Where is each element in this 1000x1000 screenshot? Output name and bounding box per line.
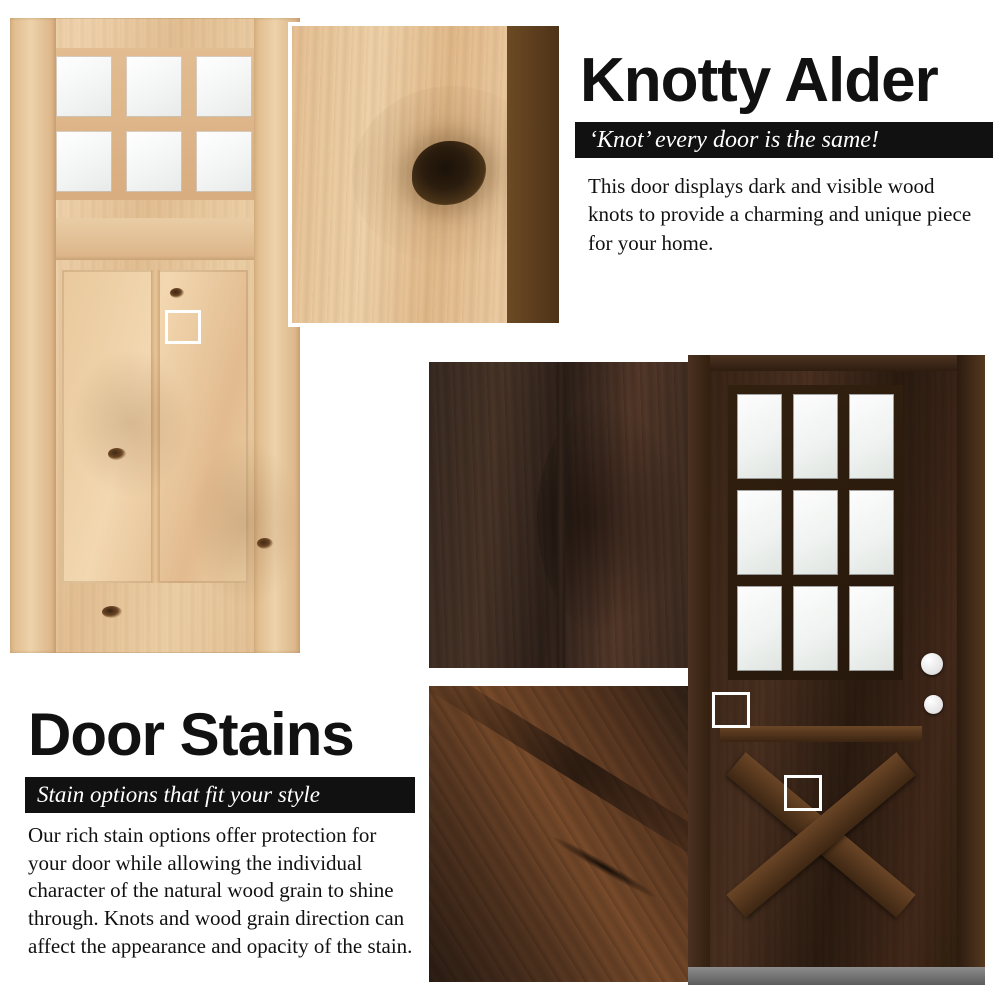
glass-lite (737, 586, 782, 671)
door-glass-grid (728, 385, 903, 680)
door-left-stile (10, 18, 56, 653)
door-x-panel (726, 740, 916, 925)
door-handle (921, 653, 943, 675)
glass-lite (737, 394, 782, 479)
stained-door-image (688, 355, 985, 985)
glass-lite (56, 131, 112, 192)
glass-lite (737, 490, 782, 575)
glass-lite (196, 56, 252, 117)
door-frame-top (688, 355, 985, 371)
wood-crack (550, 833, 659, 902)
x-panel-top-rail (720, 726, 922, 742)
glass-lite (126, 56, 182, 117)
glass-lite (849, 586, 894, 671)
glass-lite (793, 490, 838, 575)
wood-grain-swirl (70, 348, 190, 498)
door-stains-title: Door Stains (28, 701, 354, 768)
door-stains-tagline-bar: Stain options that fit your style (25, 777, 415, 813)
light-knotty-alder-door-image (10, 18, 300, 653)
door-threshold (688, 967, 985, 985)
wood-grain-swirl (190, 438, 300, 608)
door-frame-left (688, 355, 710, 985)
glass-lite (793, 586, 838, 671)
dark-stain-swatch-image (425, 358, 693, 668)
glass-lite (793, 394, 838, 479)
door-stains-body-text: Our rich stain options offer protection for your door while allowing the individual character of the natural wood grain to shine through. Knots and wood grain direction can affect the appearance and opacity of the stain. (28, 823, 413, 958)
light-door-zoom-marker (165, 310, 201, 344)
board-seam (557, 362, 565, 668)
board-seam-diagonal (425, 682, 693, 881)
knotty-alder-body-text: This door displays dark and visible wood knots to provide a charming and unique piece for your home. (588, 174, 972, 255)
dark-door-zoom-marker-top (712, 692, 750, 728)
glass-lite (196, 131, 252, 192)
knotty-alder-tagline-bar: ‘Knot’ every door is the same! (575, 122, 993, 158)
door-deadbolt (924, 695, 943, 714)
wood-knot (170, 288, 184, 298)
door-edge-shadow (507, 26, 559, 323)
dark-door-zoom-marker-bottom (784, 775, 822, 811)
glass-lite (126, 131, 182, 192)
glass-lite (56, 56, 112, 117)
door-frame-right (957, 355, 985, 985)
glass-lite (849, 394, 894, 479)
glass-lite (849, 490, 894, 575)
knot-closeup-image (288, 22, 563, 327)
warm-stain-swatch-image (425, 682, 693, 982)
wood-knot (102, 606, 122, 618)
door-glass-grid (48, 48, 260, 200)
knotty-alder-title: Knotty Alder (580, 46, 938, 115)
